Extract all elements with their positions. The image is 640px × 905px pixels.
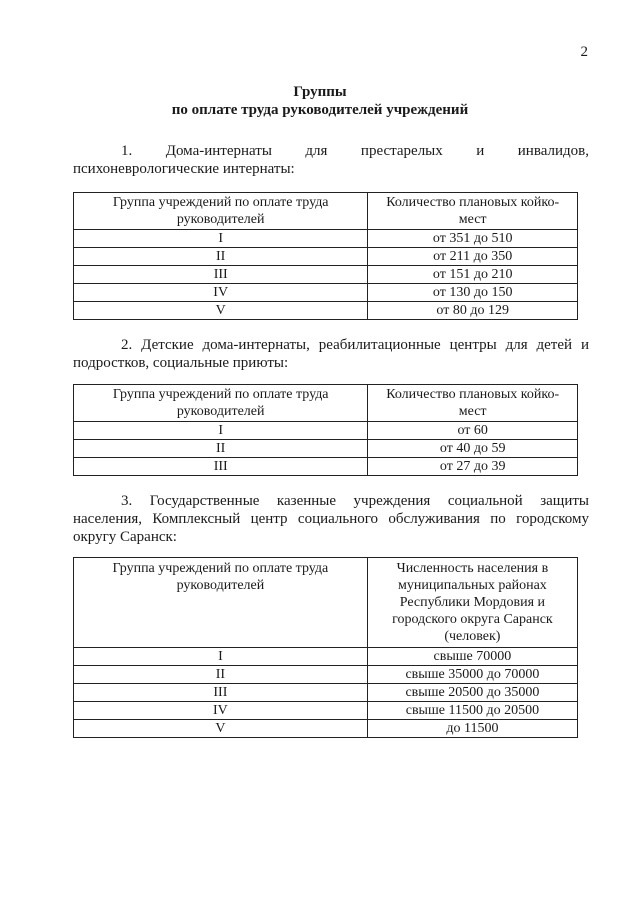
- table-row: [74, 666, 578, 684]
- header-cell-value: Количество плановых койко-мест: [368, 193, 578, 230]
- table-header-row: [74, 558, 578, 648]
- table-row: [74, 248, 578, 266]
- document-title: Группы: [293, 84, 347, 100]
- table-row: [74, 440, 578, 458]
- table-cell: V: [74, 720, 368, 738]
- table-cell: III: [74, 684, 368, 702]
- section1-table: [73, 192, 578, 320]
- section3-text: 3. Государственные казенные учреждения социальной защиты населения, Комплексный центр социального обслуживания по городскому округу Саранск:: [73, 493, 589, 545]
- table-cell: I: [74, 230, 368, 248]
- table-cell: свыше 70000: [367, 648, 577, 666]
- table-cell: II: [74, 666, 368, 684]
- header-cell-group: Группа учреждений по оплате труда руководителей: [74, 193, 368, 230]
- section1-word: для: [305, 143, 328, 159]
- section1-word: 1.: [121, 143, 133, 159]
- header-cell-value: Численность населения в муниципальных районах Республики Мордовия и городского округа Саранск (человек): [367, 558, 577, 648]
- table-row: [74, 684, 578, 702]
- table-header-row: [74, 193, 578, 230]
- table-row: [74, 230, 578, 248]
- table-cell: III: [74, 458, 368, 476]
- document-subtitle: по оплате труда руководителей учреждений: [171, 102, 469, 118]
- table-cell: от 351 до 510: [368, 230, 578, 248]
- section1-line2: психоневрологические интернаты:: [73, 161, 295, 177]
- table-cell: I: [74, 648, 368, 666]
- table-row: [74, 648, 578, 666]
- table-cell: свыше 35000 до 70000: [367, 666, 577, 684]
- section1-word: престарелых: [360, 143, 443, 159]
- header-cell-value: Количество плановых койко-мест: [368, 385, 578, 422]
- table-cell: III: [74, 266, 368, 284]
- table-cell: от 40 до 59: [368, 440, 578, 458]
- table-cell: V: [74, 302, 368, 320]
- table-cell: от 130 до 150: [368, 284, 578, 302]
- table-row: [74, 422, 578, 440]
- table-cell: до 11500: [367, 720, 577, 738]
- section1-word: Дома-интернаты: [165, 143, 272, 159]
- table-cell: от 60: [368, 422, 578, 440]
- page-number: 2: [580, 44, 588, 60]
- table-row: [74, 302, 578, 320]
- section2-text: 2. Детские дома-интернаты, реабилитационные центры для детей и подростков, социальные приюты:: [73, 337, 589, 371]
- table-cell: II: [74, 440, 368, 458]
- table-cell: I: [74, 422, 368, 440]
- table-cell: свыше 20500 до 35000: [367, 684, 577, 702]
- table-cell: свыше 11500 до 20500: [367, 702, 577, 720]
- table-row: [74, 284, 578, 302]
- table-cell: от 211 до 350: [368, 248, 578, 266]
- header-cell-group: Группа учреждений по оплате труда руководителей: [74, 385, 368, 422]
- section1-word: инвалидов,: [517, 143, 589, 159]
- table-cell: от 151 до 210: [368, 266, 578, 284]
- table-cell: II: [74, 248, 368, 266]
- section3-table: [73, 557, 578, 738]
- table-cell: от 80 до 129: [368, 302, 578, 320]
- table-row: [74, 702, 578, 720]
- table-cell: от 27 до 39: [368, 458, 578, 476]
- section1-word: и: [476, 143, 485, 159]
- table-row: [74, 458, 578, 476]
- table-row: [74, 720, 578, 738]
- table-cell: IV: [74, 284, 368, 302]
- header-cell-group: Группа учреждений по оплате труда руководителей: [74, 558, 368, 648]
- table-cell: IV: [74, 702, 368, 720]
- section1-text: [73, 142, 589, 178]
- table-header-row: [74, 385, 578, 422]
- table-row: [74, 266, 578, 284]
- section2-table: [73, 384, 578, 476]
